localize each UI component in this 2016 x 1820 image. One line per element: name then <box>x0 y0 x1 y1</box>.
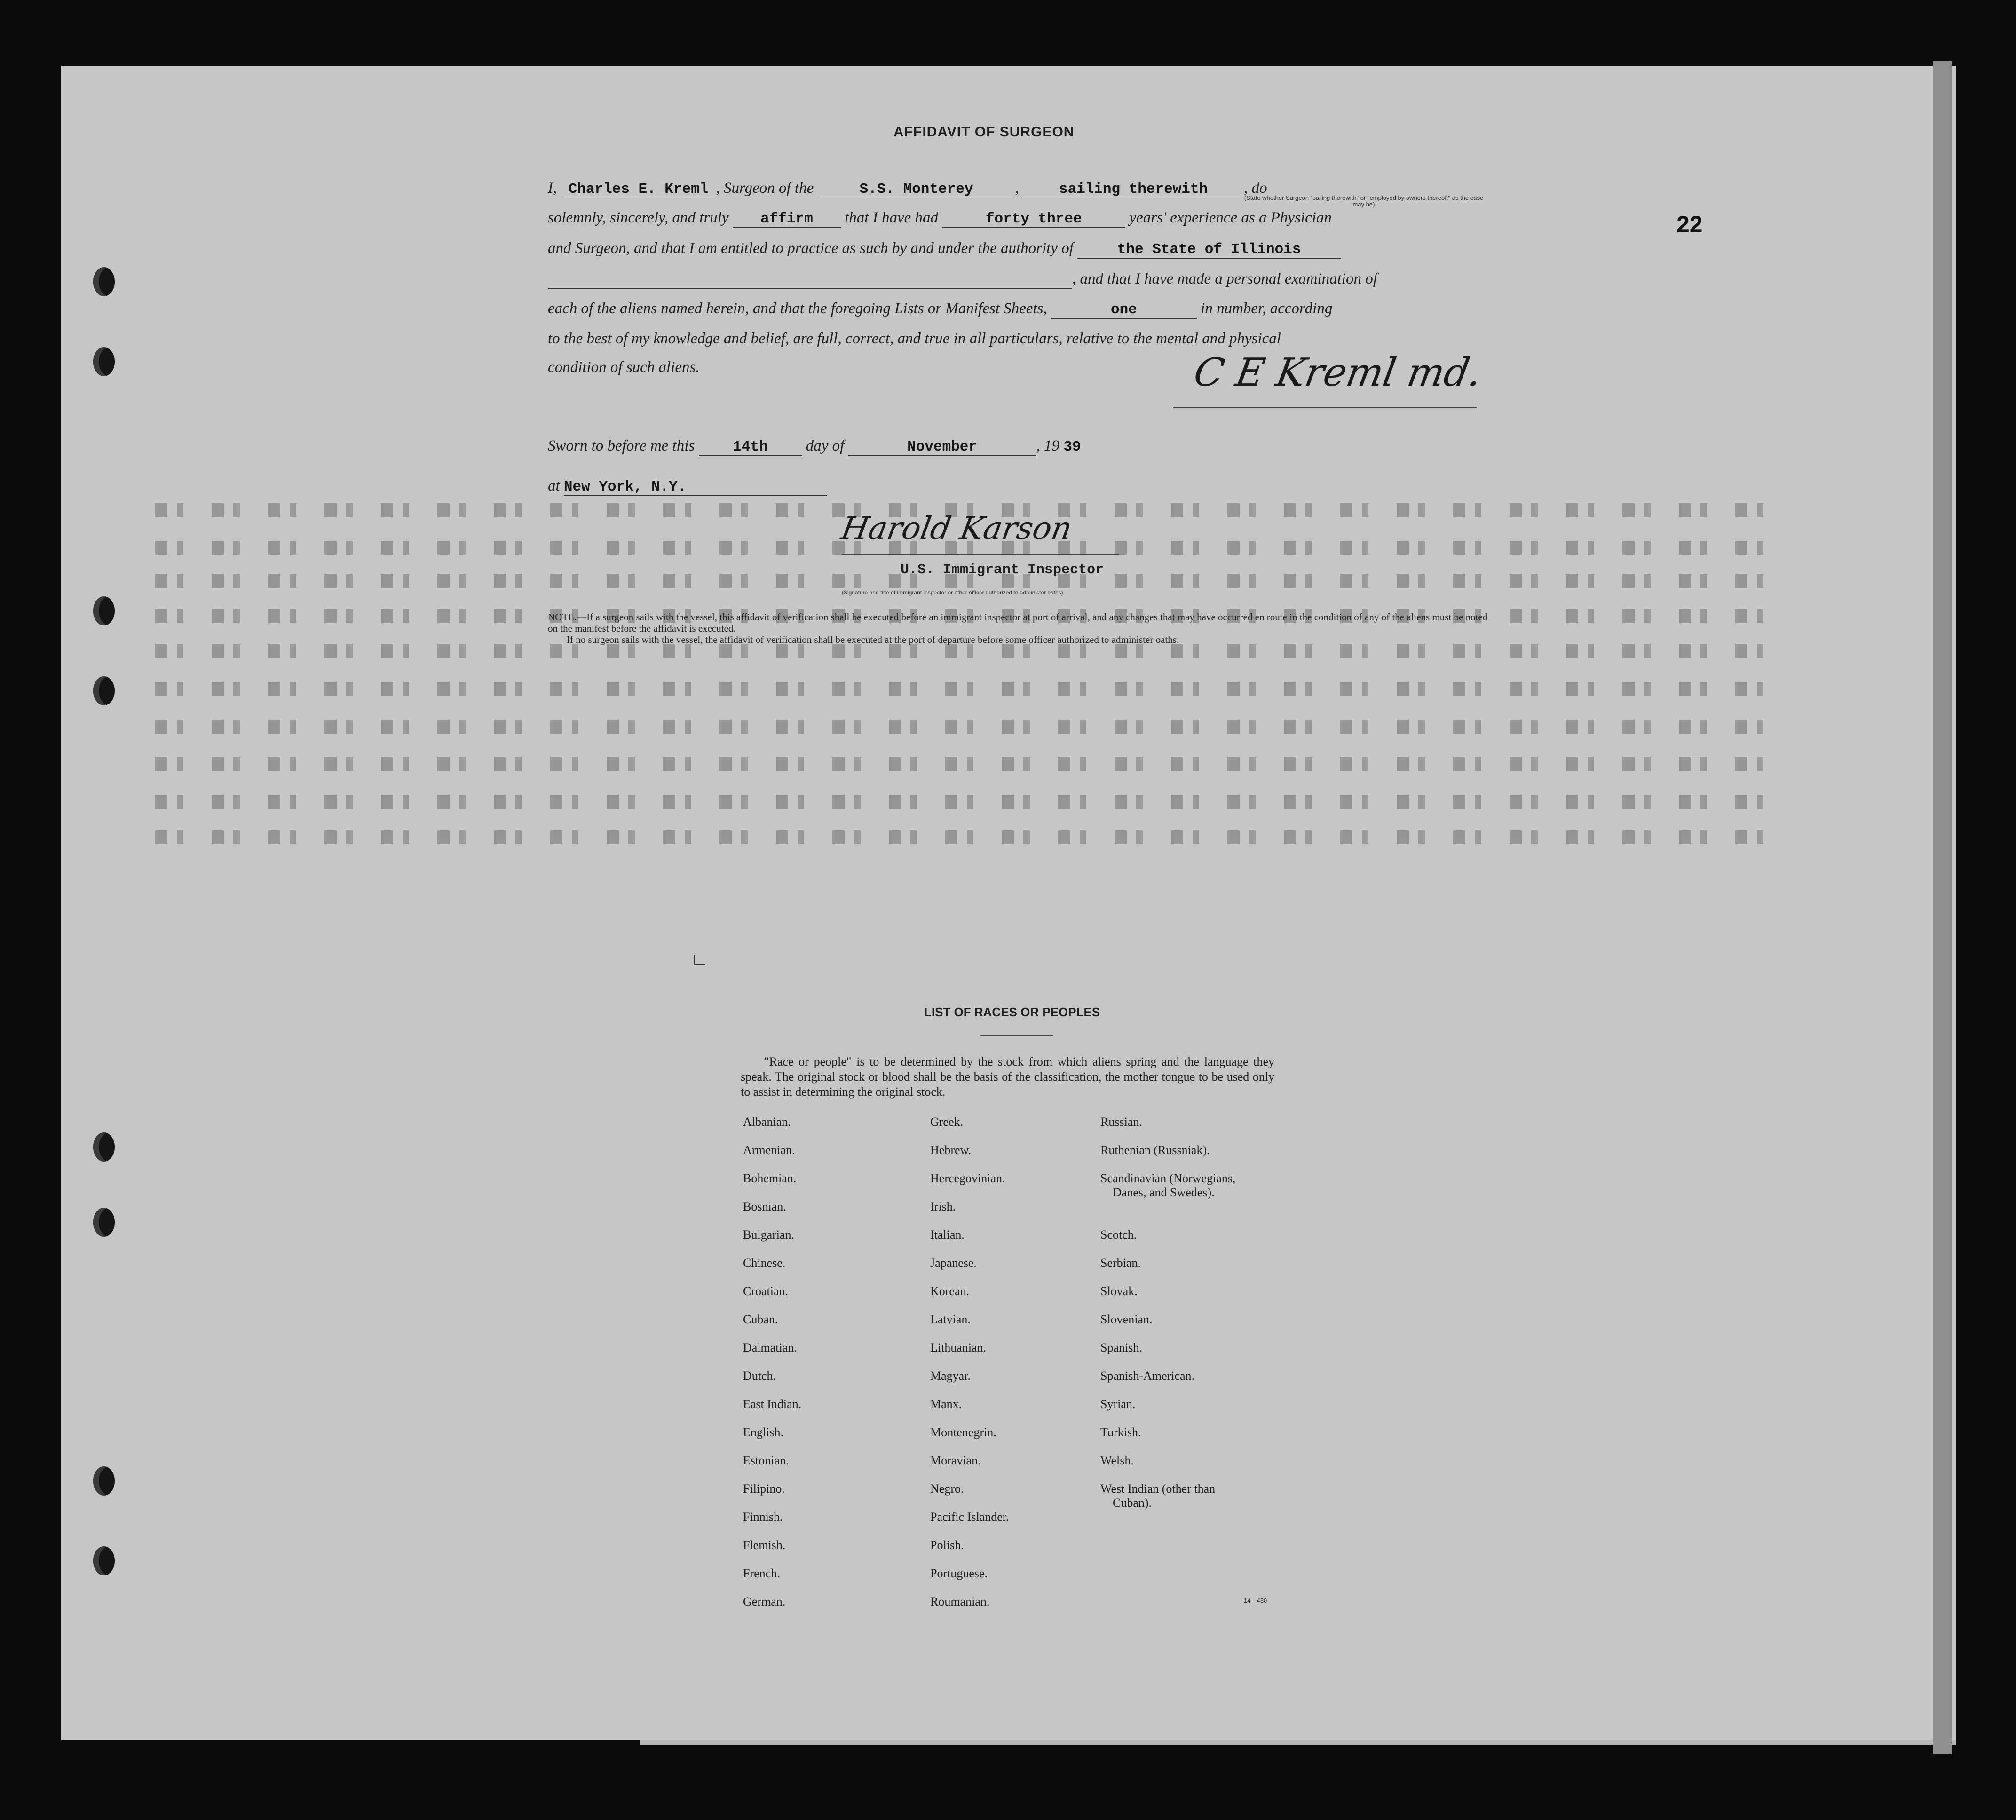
race-item: Scandinavian (Norwegians, Danes, and Swedes). <box>1100 1171 1236 1199</box>
binder-hole <box>93 267 115 296</box>
text: , and that I have made a personal examination of <box>1072 270 1377 287</box>
signature-line <box>1173 407 1477 408</box>
years-field: forty three <box>942 211 1125 228</box>
races-column-3 <box>1100 1108 1236 1510</box>
race-item: Finnish. <box>743 1510 783 1524</box>
race-item: Turkish. <box>1100 1425 1141 1439</box>
race-item: Cuban. <box>743 1313 778 1326</box>
race-item: Dutch. <box>743 1369 776 1383</box>
inspector-caption: (Signature and title of immigrant inspector or other officer authorized to administer oaths) <box>842 589 1063 596</box>
race-item: Negro. <box>930 1482 964 1496</box>
text: and Surgeon, and that I am entitled to practice as such by and under the authority of <box>548 240 1074 257</box>
race-item: Korean. <box>930 1284 970 1298</box>
sheet-edge <box>1933 61 1952 1754</box>
race-item: Armenian. <box>743 1143 795 1157</box>
affidavit-line-7: condition of such aliens. <box>548 359 700 376</box>
ship-name-field: S.S. Monterey <box>818 181 1015 198</box>
text: Sworn to before me this <box>548 437 695 454</box>
affidavit-line-5 <box>548 300 1488 319</box>
affidavit-note <box>548 611 1488 645</box>
text: in number, according <box>1201 300 1333 317</box>
inspector-title: U.S. Immigrant Inspector <box>901 562 1104 578</box>
affidavit-line-4 <box>548 270 1488 289</box>
text: , do <box>1244 180 1267 197</box>
text: I, <box>548 180 557 197</box>
race-item: East Indian. <box>743 1397 802 1411</box>
race-item: Italian. <box>930 1228 965 1242</box>
race-item: Spanish. <box>1100 1341 1142 1354</box>
authority-field: the State of Illinois <box>1077 241 1341 259</box>
race-item: Bosnian. <box>743 1200 786 1213</box>
race-item: Chinese. <box>743 1256 786 1270</box>
race-item: Irish. <box>930 1200 956 1213</box>
text: , Surgeon of the <box>716 180 814 197</box>
race-item: Pacific Islander. <box>930 1510 1009 1524</box>
day-field: 14th <box>699 439 802 456</box>
text: day of <box>806 437 845 454</box>
race-item: Manx. <box>930 1397 962 1411</box>
race-item: English. <box>743 1425 783 1439</box>
race-item: Bohemian. <box>743 1171 797 1185</box>
race-item: Japanese. <box>930 1256 977 1270</box>
bleed-through-text <box>155 494 1778 851</box>
sailing-status-note: (State whether Surgeon "sailing therewith" or "employed by owners thereof," as the case may be) <box>1244 194 1484 208</box>
binder-hole <box>93 1466 115 1496</box>
note-text: —If a surgeon sails with the vessel, this affidavit of verification shall be executed before an immigrant inspector at port of arrival, and any changes that may have occurred en route in the condition of any of the aliens must be noted on the manifest before the affidavit is executed. <box>548 611 1488 634</box>
race-item: Portuguese. <box>930 1567 988 1580</box>
signature-line <box>842 554 1119 555</box>
race-item: Polish. <box>930 1538 964 1552</box>
race-item: Lithuanian. <box>930 1341 987 1354</box>
affidavit-line-2 <box>548 209 1488 228</box>
binder-hole <box>93 1208 115 1237</box>
race-item: Flemish. <box>743 1538 786 1552</box>
text: solemnly, sincerely, and truly <box>548 209 729 226</box>
race-item: Roumanian. <box>930 1595 990 1608</box>
affidavit-line-3 <box>548 240 1488 259</box>
race-item: Hercegovinian. <box>930 1171 1005 1185</box>
races-title: LIST OF RACES OR PEOPLES <box>924 1005 1100 1019</box>
races-intro: "Race or people" is to be determined by the stock from which aliens spring and the language they speak. The original stock or blood shall be the basis of the classification, the mother tongue to be used only to assist in determining the original stock. <box>741 1055 1274 1099</box>
race-item: Bulgarian. <box>743 1228 795 1242</box>
races-column-1 <box>743 1108 801 1616</box>
race-item: Slovenian. <box>1100 1313 1153 1326</box>
month-field: November <box>848 439 1036 456</box>
surgeon-signature: C E Kreml md. <box>1190 350 1486 395</box>
race-item: Hebrew. <box>930 1143 972 1157</box>
race-item: Slovak. <box>1100 1284 1138 1298</box>
race-item: French. <box>743 1567 780 1580</box>
race-item: West Indian (other than Cuban). <box>1100 1482 1216 1510</box>
note-text: If no surgeon sails with the vessel, the affidavit of verification shall be executed at the port of departure before some officer authorized to administer oaths. <box>567 634 1179 645</box>
race-item: Russian. <box>1100 1115 1142 1129</box>
race-item: Moravian. <box>930 1454 981 1467</box>
race-item: Albanian. <box>743 1115 791 1129</box>
page-number: 22 <box>1676 211 1703 237</box>
corner-mark <box>694 955 705 965</box>
race-item: Dalmatian. <box>743 1341 797 1354</box>
race-item: Scotch. <box>1100 1228 1137 1242</box>
race-item: Spanish-American. <box>1100 1369 1195 1383</box>
affidavit-line-6: to the best of my knowledge and belief, are full, correct, and true in all particulars, relative to the mental and physical <box>548 330 1281 347</box>
race-item: Filipino. <box>743 1482 785 1496</box>
sworn-line <box>548 437 1488 456</box>
inspector-signature: Harold Karson <box>838 510 1075 546</box>
text: years' experience as a Physician <box>1129 209 1332 226</box>
text: , <box>1015 180 1019 197</box>
race-item: Estonian. <box>743 1454 789 1467</box>
binder-hole <box>93 1132 115 1162</box>
oath-field: affirm <box>733 211 841 228</box>
text: at <box>548 477 560 494</box>
race-item: German. <box>743 1595 786 1608</box>
race-item: Syrian. <box>1100 1397 1136 1411</box>
affidavit-title: AFFIDAVIT OF SURGEON <box>893 124 1075 140</box>
text: each of the aliens named herein, and that the foregoing Lists or Manifest Sheets, <box>548 300 1047 317</box>
sailing-status-field: sailing therewith <box>1023 181 1244 198</box>
race-item: Latvian. <box>930 1313 971 1326</box>
surgeon-name-field: Charles E. Kreml <box>561 181 716 198</box>
race-item: Croatian. <box>743 1284 789 1298</box>
races-column-2 <box>930 1108 1009 1616</box>
place-line <box>548 477 1488 496</box>
race-item: Serbian. <box>1100 1256 1141 1270</box>
text: , 19 <box>1036 437 1060 454</box>
race-item: Welsh. <box>1100 1454 1134 1467</box>
race-item: Ruthenian (Russniak). <box>1100 1143 1210 1157</box>
note-label: NOTE. <box>548 611 577 623</box>
race-item: Greek. <box>930 1115 964 1129</box>
binder-hole <box>93 676 115 705</box>
title-rule <box>980 1035 1053 1036</box>
text: that I have had <box>845 209 938 226</box>
binder-hole <box>93 1546 115 1575</box>
blank-line <box>548 270 1072 289</box>
form-code: 14—430 <box>1244 1597 1267 1604</box>
binder-hole <box>93 347 115 376</box>
sheet-count-field: one <box>1051 301 1197 319</box>
race-item: Montenegrin. <box>930 1425 996 1439</box>
binder-hole <box>93 596 115 625</box>
race-item: Magyar. <box>930 1369 971 1383</box>
year-field: 39 <box>1063 439 1081 455</box>
place-field: New York, N.Y. <box>564 479 827 496</box>
